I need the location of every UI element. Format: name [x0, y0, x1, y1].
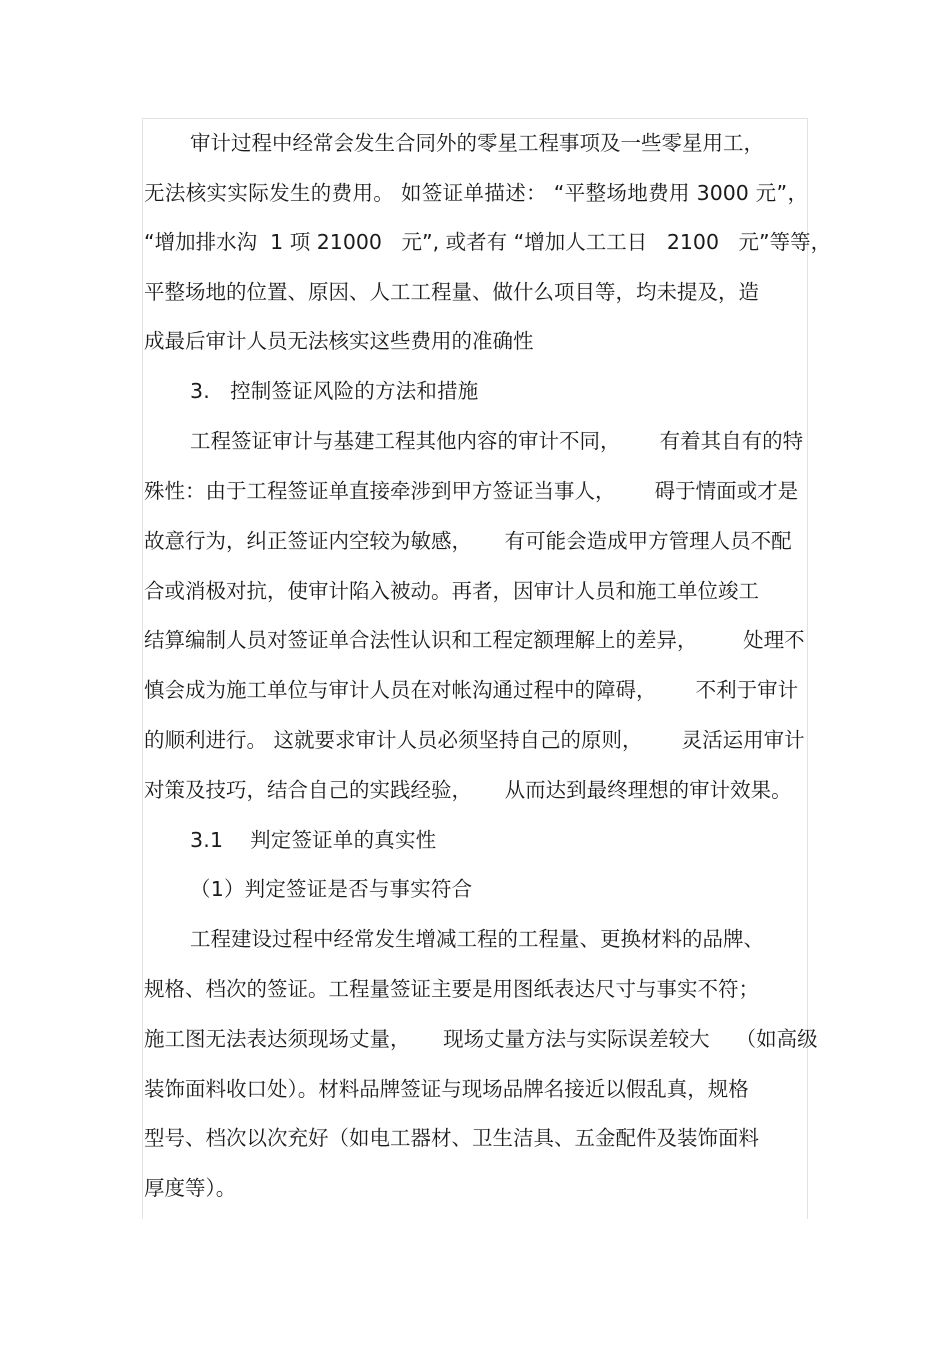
paragraph-1-line-4: 平整场地的位置、原因、人工工程量、做什么项目等，均未提及，造	[144, 280, 759, 304]
paragraph-3-line-2: 规格、档次的签证。工程量签证主要是用图纸表达尺寸与事实不符；	[144, 977, 759, 1001]
section-3-heading: 3. 控制签证风险的方法和措施	[190, 379, 479, 403]
paragraph-3-line-6: 厚度等）。	[144, 1176, 237, 1200]
paragraph-2-line-3: 故意行为，纠正签证内空较为敏感， 有可能会造成甲方管理人员不配	[144, 529, 792, 553]
paragraph-1-line-3: “增加排水沟 1 项 21000 元”, 或者有 “增加人工工日 2100 元”等等，	[144, 230, 832, 254]
paragraph-1-line-2: 无法核实实际发生的费用。 如签证单描述： “平整场地费用 3000 元”，	[144, 181, 808, 205]
paragraph-1-line-5: 成最后审计人员无法核实这些费用的准确性	[144, 329, 534, 353]
paragraph-2-line-7: 的顺利进行。 这就要求审计人员必须坚持自己的原则， 灵活运用审计	[144, 728, 805, 752]
paragraph-3-line-1: 工程建设过程中经常发生增减工程的工程量、更换材料的品牌、	[190, 927, 764, 951]
paragraph-3-line-5: 型号、档次以次充好（如电工器材、卫生洁具、五金配件及装饰面料	[144, 1126, 759, 1150]
paragraph-2-line-6: 慎会成为施工单位与审计人员在对帐沟通过程中的障碍， 不利于审计	[144, 678, 799, 702]
paragraph-2-line-4: 合或消极对抗，使审计陷入被动。再者，因审计人员和施工单位竣工	[144, 579, 759, 603]
paragraph-3-line-4: 装饰面料收口处）。材料品牌签证与现场品牌名接近以假乱真，规格	[144, 1077, 749, 1101]
subsection-1-heading: （1）判定签证是否与事实符合	[190, 877, 473, 901]
paragraph-2-line-5: 结算编制人员对签证单合法性认识和工程定额理解上的差异， 处理不	[144, 628, 805, 652]
paragraph-2-line-1: 工程签证审计与基建工程其他内容的审计不同， 有着其自有的特	[190, 429, 804, 453]
paragraph-3-line-3: 施工图无法表达须现场丈量， 现场丈量方法与实际误差较大 （如高级	[144, 1027, 818, 1051]
paragraph-1-line-1: 审计过程中经常会发生合同外的零星工程事项及一些零星用工，	[190, 131, 764, 155]
section-3-1-heading: 3.1 判定签证单的真实性	[190, 828, 437, 852]
paragraph-2-line-2: 殊性：由于工程签证单直接牵涉到甲方签证当事人， 碍于情面或才是	[144, 479, 799, 503]
paragraph-2-line-8: 对策及技巧，结合自己的实践经验， 从而达到最终理想的审计效果。	[144, 778, 792, 802]
